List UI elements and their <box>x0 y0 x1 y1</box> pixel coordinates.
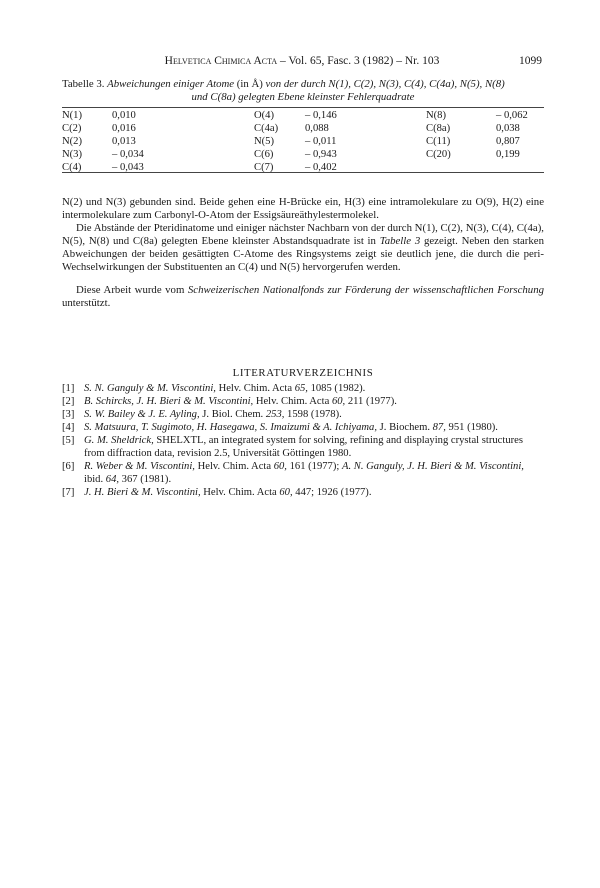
caption-label: Tabelle 3. <box>62 78 105 90</box>
paragraph <box>62 222 544 274</box>
page-number: 1099 <box>519 55 542 67</box>
deviation-value: – 0,043 <box>112 162 144 173</box>
reference-list <box>62 382 544 499</box>
deviation-value: 0,088 <box>305 123 329 134</box>
table-row <box>62 109 544 122</box>
table-caption <box>62 78 544 104</box>
deviation-table <box>62 109 544 174</box>
table-top-rule <box>62 107 544 108</box>
deviation-value: – 0,034 <box>112 149 144 160</box>
atom-label: N(3) <box>62 149 83 160</box>
reference-authors: S. W. Bailey & J. E. Ayling, <box>84 409 200 420</box>
caption-unit: (in Å) <box>234 78 266 90</box>
reference-number: [6] <box>62 461 75 472</box>
reference-volume: 64, <box>105 474 120 485</box>
deviation-value: 0,016 <box>112 123 136 134</box>
reference-journal: ibid. <box>84 474 106 485</box>
reference-number: [1] <box>62 383 75 394</box>
journal-name: Helvetica Chimica Acta <box>164 55 278 67</box>
atom-label: C(4a) <box>254 123 279 134</box>
paragraph: N(2) und N(3) gebunden sind. Beide gehen eine H-Brücke ein, H(3) eine intramolekulare zu O(9), H(2) eine intermolekulare zum Carbonyl-O-Atom der Essigsäureäthylestermolekel. <box>62 196 544 221</box>
reference-item <box>62 486 544 499</box>
atom-label: C(8a) <box>426 123 451 134</box>
reference-authors: S. Matsuura, T. Sugimoto, H. Hasegawa, S. Imaizumi & A. Ichiyama, <box>84 422 377 433</box>
reference-volume: 65, <box>294 383 308 394</box>
reference-authors: A. N. Ganguly, J. H. Bieri & M. Viscontini, <box>341 461 524 472</box>
table-row <box>62 148 544 161</box>
reference-volume: 60, <box>331 396 346 407</box>
paragraph-text: gezeigt. Neben den starken Abweichungen der beiden gesättigten C-Atome des Ringsystems zeigt sie deutlich jene, die durch die peri-Wechselwirkungen der Substituenten an C(4) und N(5) hervorgerufen werden. <box>62 235 544 273</box>
deviation-value: – 0,146 <box>305 110 337 121</box>
running-title <box>62 55 542 67</box>
atom-label: C(4) <box>62 162 82 173</box>
atom-label: C(20) <box>426 149 451 160</box>
reference-pages: 1598 (1978). <box>284 409 342 420</box>
funder-name: Schweizerischen Nationalfonds zur Förderung der wissenschaftlichen Forschung <box>187 284 545 296</box>
deviation-value: – 0,402 <box>305 162 337 173</box>
reference-description: SHELXTL, an integrated system for solving, refining and displaying crystal structures from diffraction data, revision 2.5, Universität Göttingen 1980. <box>84 435 523 459</box>
deviation-value: 0,199 <box>496 149 520 160</box>
acknowledgement <box>62 284 544 310</box>
caption-text-2: von der durch N(1), C(2), N(3), C(4), C(4a), N(5), N(8) <box>265 78 505 90</box>
running-header <box>62 55 542 71</box>
reference-pages: 1085 (1982). <box>307 383 366 394</box>
deviation-value: 0,013 <box>112 136 136 147</box>
atom-label: N(1) <box>62 110 83 121</box>
references-heading: LITERATURVERZEICHNIS <box>232 367 374 379</box>
reference-item <box>62 395 544 408</box>
caption-line-1 <box>62 78 544 91</box>
reference-number: [3] <box>62 409 75 420</box>
reference-authors: S. N. Ganguly & M. Viscontini, <box>84 383 216 394</box>
reference-authors: G. M. Sheldrick, <box>84 435 154 446</box>
reference-pages: 161 (1977); <box>286 461 342 472</box>
reference-item <box>62 421 544 434</box>
atom-label: N(2) <box>62 136 83 147</box>
reference-journal: Helv. Chim. Acta <box>200 487 280 498</box>
reference-pages: 211 (1977). <box>345 396 397 407</box>
table-bottom-rule <box>62 172 544 173</box>
atom-label: C(2) <box>62 123 82 134</box>
paragraph-text: Die Abstände der Pteridinatome und einiger nächster Nachbarn von der durch N(1), C(2), N(3), C(4), C(4a), N(5), N(8) und C(8a) gelegten Ebene kleinster Abstandsquadrate ist in <box>62 222 544 247</box>
reference-journal: J. Biol. Chem. <box>199 409 266 420</box>
reference-journal: Helv. Chim. Acta <box>194 461 274 472</box>
reference-pages: 367 (1981). <box>119 474 172 485</box>
reference-authors: B. Schircks, J. H. Bieri & M. Viscontini, <box>84 396 254 407</box>
atom-label: C(6) <box>254 149 274 160</box>
reference-volume: 253, <box>265 409 285 420</box>
caption-text-3: und C(8a) gelegten Ebene kleinster Fehlerquadrate <box>191 91 415 103</box>
reference-item <box>62 382 544 395</box>
atom-label: C(7) <box>254 162 274 173</box>
body-text <box>62 196 544 310</box>
atom-label: N(5) <box>254 136 275 147</box>
paragraph-text: Diese Arbeit wurde vom <box>76 284 188 296</box>
reference-authors: J. H. Bieri & M. Viscontini, <box>84 487 201 498</box>
reference-number: [7] <box>62 487 75 498</box>
reference-journal: J. Biochem. <box>377 422 433 433</box>
caption-text-1: Abweichungen einiger Atome <box>107 78 235 90</box>
deviation-value: – 0,011 <box>305 136 337 147</box>
reference-volume: 60, <box>279 487 293 498</box>
deviation-value: 0,010 <box>112 110 136 121</box>
deviation-value: 0,038 <box>496 123 520 134</box>
atom-label: N(8) <box>426 110 447 121</box>
reference-number: [5] <box>62 435 75 446</box>
reference-number: [2] <box>62 396 75 407</box>
reference-volume: 60, <box>273 461 287 472</box>
reference-volume: 87, <box>432 422 446 433</box>
issue-info: – Vol. 65, Fasc. 3 (1982) – Nr. 103 <box>280 55 440 67</box>
table-row <box>62 122 544 135</box>
reference-journal: Helv. Chim. Acta <box>215 383 295 394</box>
caption-line-2 <box>62 91 544 104</box>
reference-authors: R. Weber & M. Viscontini, <box>84 461 195 472</box>
deviation-value: – 0,062 <box>496 110 528 121</box>
reference-journal: Helv. Chim. Acta <box>253 396 332 407</box>
table-row <box>62 135 544 148</box>
reference-item <box>62 408 544 421</box>
reference-pages: 951 (1980). <box>445 422 498 433</box>
paragraph-text: unterstützt. <box>62 297 111 309</box>
reference-item <box>62 460 544 486</box>
deviation-value: – 0,943 <box>305 149 337 160</box>
reference-number: [4] <box>62 422 75 433</box>
atom-label: O(4) <box>254 110 275 121</box>
table-reference: Tabelle 3 <box>379 235 421 247</box>
deviation-value: 0,807 <box>496 136 520 147</box>
reference-pages: 447; 1926 (1977). <box>292 487 372 498</box>
atom-label: C(11) <box>426 136 451 147</box>
reference-item <box>62 434 544 460</box>
